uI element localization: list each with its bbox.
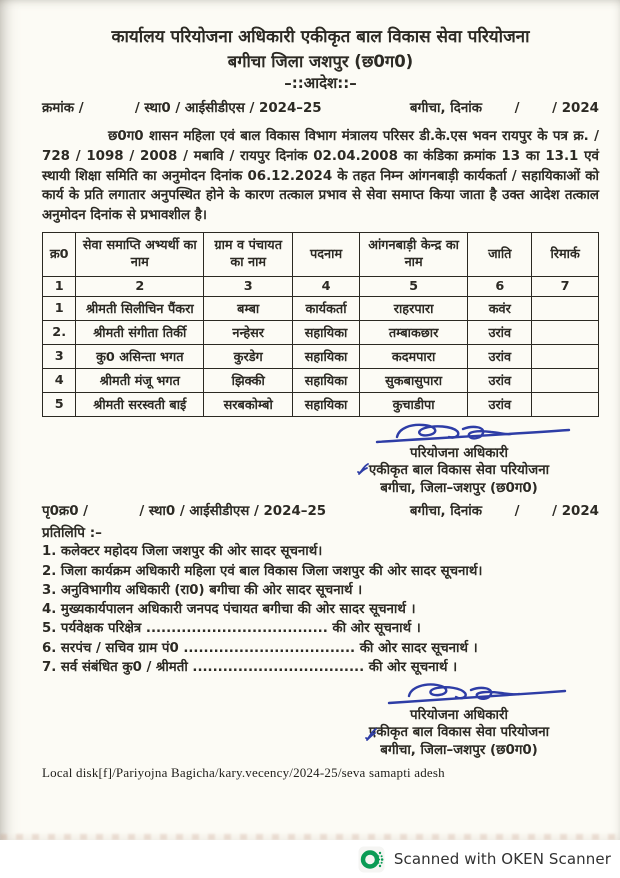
copy-item: 7. सर्व संबंधित कु0 / श्रीमती .................................. की ओर सूचनार्थ । [42, 659, 458, 675]
table-row [43, 392, 599, 416]
signatory-location: बगीचा, जिला–जशपुर (छ0ग0) [380, 480, 538, 496]
order-body-paragraph: छ0ग0 शासन महिला एवं बाल विकास विभाग मंत्रालय परिसर डी.के.एस भवन रायपुर के पत्र क्र. / 728 / 1098 / 2008 / मबावि / रायपुर दिनांक 02.04.2008 का कंडिका क्रमांक 13 का 13.1 एवं स्थायी शिक्षा समिति का अनुमोदन दिनांक 06.12.2024 के तहत निम्न आंगनबाड़ी कार्यकर्ता / सहायिकाओं को कार्य के प्रति लगातार अनुपस्थित होने के कारण तत्काल प्रभाव से सेवा समाप्त किया जाता है उक्त आदेश तत्काल अनुमोदन दिनांक से प्रभावशील है। [42, 129, 599, 224]
cell-serial: 2. [43, 320, 76, 344]
cell-centre: सुकबासुपारा [359, 368, 467, 392]
copy-to-list [42, 542, 599, 676]
scanner-footer-strip [0, 840, 620, 878]
signatory-location: बगीचा, जिला–जशपुर (छ0ग0) [380, 742, 538, 758]
cell-centre: राहरपारा [359, 296, 467, 320]
cell-village: सरबकोम्बो [204, 392, 293, 416]
endorsement-number-row [42, 501, 599, 519]
table-row [43, 296, 599, 320]
column-number: 7 [532, 276, 599, 296]
signatory-office: एकीकृत बाल विकास सेवा परियोजना [368, 725, 550, 741]
order-heading: –::आदेश::– [284, 74, 357, 92]
header-anganwadi-centre: आंगनबाड़ी केन्द्र का नाम [359, 232, 467, 276]
termination-table [42, 232, 599, 417]
ink-tick-icon [363, 726, 379, 744]
cell-village: कुरडेग [204, 344, 293, 368]
signatory-office: एकीकृत बाल विकास सेवा परियोजना [368, 463, 550, 479]
endorsement-date: बगीचा, दिनांक / / 2024 [409, 504, 599, 520]
endorsement-number: पृ0क्र0 / / स्था0 / आईसीडीएस / 2024–25 [42, 504, 327, 520]
column-number: 6 [468, 276, 532, 296]
table-row [43, 320, 599, 344]
column-number: 3 [204, 276, 293, 296]
cell-candidate-name: श्रीमती संगीता तिर्की [76, 320, 204, 344]
cell-serial: 3 [43, 344, 76, 368]
header-candidate-name: सेवा समाप्ति अभ्यर्थी का नाम [76, 232, 204, 276]
signature-scribble-icon [369, 680, 579, 710]
oken-scanner-icon [358, 846, 385, 873]
cell-candidate-name: कु0 असिन्ता भगत [76, 344, 204, 368]
document-title-line-1: कार्यालय परियोजना अधिकारी एकीकृत बाल विकास सेवा परियोजना [111, 27, 530, 47]
signature-scribble-icon [369, 420, 579, 448]
reference-number: क्रमांक / / स्था0 / आईसीडीएस / 2024–25 [42, 101, 322, 116]
cell-candidate-name: श्रीमती सिलीचिन पैंकरा [76, 296, 204, 320]
cell-serial: 4 [43, 368, 76, 392]
cell-remark [532, 344, 599, 368]
cell-designation: कार्यकर्ता [293, 296, 360, 320]
cell-centre: तम्बाकछार [359, 320, 467, 344]
header-designation: पदनाम [293, 232, 360, 276]
cell-village: झिक्की [204, 368, 293, 392]
signatory-designation: परियोजना अधिकारी [410, 445, 508, 461]
table-row [43, 368, 599, 392]
cell-serial: 5 [43, 392, 76, 416]
cell-designation: सहायिका [293, 344, 360, 368]
column-number-row [43, 276, 599, 296]
cell-remark [532, 320, 599, 344]
cell-caste: उरांव [468, 392, 532, 416]
copy-item: 1. कलेक्टर महोदय जिला जशपुर की ओर सादर सूचनार्थ। [42, 544, 323, 560]
column-number: 4 [293, 276, 360, 296]
cell-remark [532, 392, 599, 416]
cell-candidate-name: श्रीमती सरस्वती बाई [76, 392, 204, 416]
header-caste: जाति [468, 232, 532, 276]
cell-caste: उरांव [468, 368, 532, 392]
copy-item: 4. मुख्यकार्यपालन अधिकारी जनपद पंचायत बगीचा की ओर सादर सूचनार्थ । [42, 602, 416, 618]
cell-remark [532, 296, 599, 320]
copy-item: 2. जिला कार्यक्रम अधिकारी महिला एवं बाल विकास जिला जशपुर की ओर सादर सूचनार्थ। [42, 563, 483, 579]
copy-item: 3. अनुविभागीय अधिकारी (रा0) बगीचा की ओर सादर सूचनार्थ । [42, 582, 363, 598]
copy-to-heading: प्रतिलिपि :– [42, 525, 102, 542]
cell-caste: उरांव [468, 320, 532, 344]
document-title-line-2: बगीचा जिला जशपुर (छ0ग0) [227, 52, 414, 71]
cell-village: नन्हेसर [204, 320, 293, 344]
cell-caste: कवंर [468, 296, 532, 320]
column-number: 1 [43, 276, 76, 296]
signature-block-2 [329, 680, 589, 760]
scanner-badge [358, 846, 611, 873]
table-header-row [43, 232, 599, 276]
cell-remark [532, 368, 599, 392]
cell-centre: कुचाडीपा [359, 392, 467, 416]
cell-caste: उरांव [468, 344, 532, 368]
signature-block-1 [329, 420, 589, 498]
cell-candidate-name: श्रीमती मंजू भगत [76, 368, 204, 392]
header-village-panchayat: ग्राम व पंचायत का नाम [204, 232, 293, 276]
copy-item: 5. पर्यवेक्षक परिक्षेत्र .................................... की ओर सूचनार्थ । [42, 621, 421, 637]
signatory-designation: परियोजना अधिकारी [410, 707, 508, 723]
column-number: 2 [76, 276, 204, 296]
cell-designation: सहायिका [293, 368, 360, 392]
table-row [43, 344, 599, 368]
header-serial: क्र0 [43, 232, 76, 276]
column-number: 5 [359, 276, 467, 296]
reference-number-row [42, 98, 599, 116]
cell-village: बम्बा [204, 296, 293, 320]
cell-designation: सहायिका [293, 392, 360, 416]
header-remark: रिमार्क [532, 232, 599, 276]
scanner-badge-label: Scanned with OKEN Scanner [393, 850, 611, 868]
copy-item: 6. सरपंच / सचिव ग्राम पं0 .................................. की ओर सादर सूचनार्थ । [42, 640, 478, 656]
cell-designation: सहायिका [293, 320, 360, 344]
ink-tick-icon [355, 462, 371, 478]
cell-centre: कदमपारा [359, 344, 467, 368]
file-path: Local disk[f]/Pariyojna Bagicha/kary.vecency/2024-25/seva samapti adesh [42, 765, 445, 781]
reference-date: बगीचा, दिनांक / / 2024 [409, 101, 599, 116]
cell-serial: 1 [43, 296, 76, 320]
